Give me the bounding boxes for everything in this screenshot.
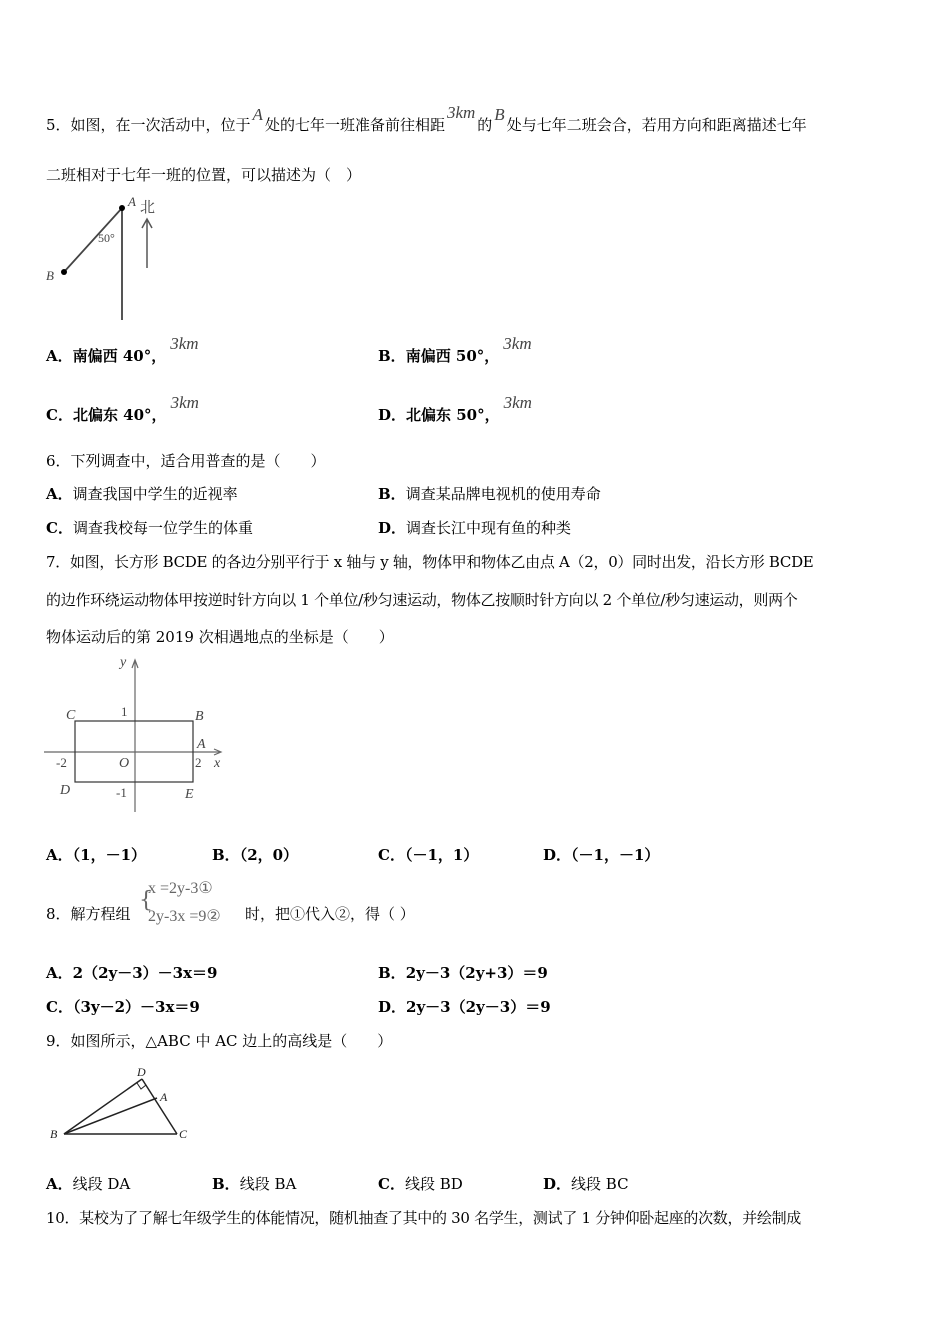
q8-equation-2: 2y-3x =9② [148, 908, 221, 925]
q9-label-d: D [137, 1065, 146, 1079]
option-text: 调查长江中现有鱼的种类 [406, 519, 572, 537]
q5-stem-part: 的 [477, 116, 493, 134]
q6-option-a[interactable] [46, 484, 238, 504]
q7-option-b[interactable] [212, 845, 298, 865]
option-dist: 3km [503, 334, 532, 353]
q7-coordinate-figure [40, 654, 230, 814]
option-text: 线段 BA [239, 1175, 297, 1193]
option-dist: 3km [503, 393, 532, 412]
q5-point-b [61, 269, 67, 275]
option-text: 线段 DA [72, 1175, 131, 1193]
q7-label-y: y [120, 655, 127, 670]
q7-label-b: B [195, 709, 204, 724]
q8-equation-system [139, 878, 249, 932]
q7-label-a: A [197, 737, 206, 752]
q8-stem [46, 904, 131, 924]
q9-segment-dc [142, 1079, 177, 1134]
option-text: 2y－3（2y+3）＝9 [405, 964, 548, 982]
q9-label-b: B [50, 1127, 58, 1141]
option-letter: C． [46, 998, 73, 1016]
q10-stem-line1: 10．某校为了了解七年级学生的体能情况，随机抽查了其中的 30 名学生，测试了 1 分钟仰卧起座的次数，并绘制成 [46, 1209, 801, 1227]
option-letter: D． [378, 519, 407, 537]
option-letter: B． [378, 964, 406, 982]
q5-var-a: A [252, 105, 263, 124]
q9-triangle-figure [46, 1064, 196, 1146]
option-letter: C． [46, 519, 73, 537]
q6-option-b[interactable] [378, 484, 601, 504]
q7-stem-line1: 7．如图，长方形 BCDE 的各边分别平行于 x 轴与 y 轴，物体甲和物体乙由点 A（2，0）同时出发，沿长方形 BCDE [46, 553, 814, 571]
q9-stem: 9．如图所示，△ABC 中 AC 边上的高线是（ ） [46, 1032, 393, 1050]
option-text: 2（2y－3）－3x＝9 [72, 964, 218, 982]
option-letter: D． [543, 846, 572, 864]
q5-option-c[interactable] [46, 393, 199, 425]
option-letter: A． [46, 347, 73, 365]
q7-stem-line2: 的边作环绕运动物体甲按逆时针方向以 1 个单位/秒匀速运动，物体乙按顺时针方向以 2 个单位/秒匀速运动，则两个 [46, 591, 798, 609]
q7-tick-neg2: -2 [56, 755, 67, 770]
option-letter: B． [378, 485, 406, 503]
option-text: 调查某品牌电视机的使用寿命 [405, 485, 601, 503]
q5-dist: 3km [446, 103, 476, 122]
option-text: 2y－3（2y－3）＝9 [406, 998, 551, 1016]
option-letter: C． [378, 846, 405, 864]
option-text: 北偏东 40°， [72, 406, 167, 424]
q7-label-c: C [66, 708, 76, 723]
q9-option-b[interactable] [212, 1174, 296, 1194]
option-text: （1，－1） [72, 846, 147, 864]
option-text: 调查我校每一位学生的体重 [72, 519, 253, 537]
option-letter: A． [46, 846, 73, 864]
q5-direction-figure [40, 192, 180, 322]
q7-stem-line3: 物体运动后的第 2019 次相遇地点的坐标是（ ） [46, 628, 394, 646]
q8-option-b[interactable] [378, 963, 548, 983]
q8-stem-end: 时，把①代入②，得（ ） [245, 905, 415, 923]
q9-option-a[interactable] [46, 1174, 130, 1194]
q8-option-a[interactable] [46, 963, 218, 983]
option-text: 线段 BC [571, 1175, 629, 1193]
q7-tick-neg1: -1 [116, 785, 127, 800]
option-letter: A． [46, 485, 73, 503]
q7-tick-1: 1 [121, 704, 128, 719]
option-dist: 3km [170, 393, 199, 412]
q5-angle-label: 50° [98, 231, 115, 245]
option-letter: B． [212, 1175, 240, 1193]
option-text: （2，0） [239, 846, 299, 864]
option-letter: D． [543, 1175, 572, 1193]
q7-label-o: O [119, 756, 130, 771]
q5-point-a [119, 205, 125, 211]
q5-option-a[interactable] [46, 334, 199, 366]
option-text: 南偏西 40°， [72, 347, 167, 365]
q8-equation-1: x =2y-3① [148, 880, 213, 897]
left-brace-icon: { [139, 888, 153, 913]
q7-label-x: x [214, 756, 221, 771]
q7-label-e: E [185, 787, 194, 802]
q9-segment-ba [64, 1098, 157, 1134]
q5-var-b: B [494, 105, 505, 124]
q9-segment-bd [64, 1079, 142, 1134]
q5-north-label: 北 [140, 198, 156, 216]
option-dist: 3km [170, 334, 199, 353]
q5-label-a: A [128, 194, 136, 209]
q5-option-d[interactable] [378, 393, 532, 425]
q8-stem-part: 8．解方程组 [46, 905, 131, 923]
q9-option-d[interactable] [543, 1174, 629, 1194]
q9-label-c: C [179, 1127, 188, 1141]
q5-stem-part: 处的七年一班准备前往相距 [264, 116, 445, 134]
q6-option-c[interactable] [46, 518, 253, 538]
q5-option-b[interactable] [378, 334, 532, 366]
q9-option-c[interactable] [378, 1174, 463, 1194]
q8-option-d[interactable] [378, 997, 551, 1017]
option-text: 线段 BD [404, 1175, 463, 1193]
option-text: 北偏东 50°， [406, 406, 500, 424]
option-letter: C． [378, 1175, 405, 1193]
option-letter: B． [378, 347, 406, 365]
q5-stem-line1 [46, 103, 807, 135]
q7-option-c[interactable] [378, 845, 478, 865]
q6-stem: 6．下列调查中，适合用普查的是（ ） [46, 452, 326, 470]
q7-tick-2: 2 [195, 755, 202, 770]
q5-label-b: B [46, 268, 54, 283]
q8-option-c[interactable] [46, 997, 200, 1017]
option-letter: D． [378, 406, 407, 424]
q7-label-d: D [60, 783, 71, 798]
q7-option-a[interactable] [46, 845, 146, 865]
option-text: （3y－2）－3x＝9 [72, 998, 200, 1016]
option-text: （－1，－1） [571, 846, 660, 864]
q5-stem-part: 5．如图，在一次活动中，位于 [46, 116, 251, 134]
q6-option-d[interactable] [378, 518, 571, 538]
option-letter: A． [46, 964, 73, 982]
option-text: （－1，1） [404, 846, 479, 864]
option-letter: C． [46, 406, 73, 424]
q9-label-a: A [160, 1090, 168, 1104]
option-letter: B． [212, 846, 240, 864]
option-letter: D． [378, 998, 407, 1016]
q7-option-d[interactable] [543, 845, 659, 865]
option-text: 南偏西 50°， [405, 347, 500, 365]
q5-stem-line2: 二班相对于七年一班的位置，可以描述为（ ） [46, 166, 362, 184]
option-letter: A． [46, 1175, 73, 1193]
option-text: 调查我国中学生的近视率 [72, 485, 238, 503]
q5-stem-part: 处与七年二班会合，若用方向和距离描述七年 [506, 116, 807, 134]
